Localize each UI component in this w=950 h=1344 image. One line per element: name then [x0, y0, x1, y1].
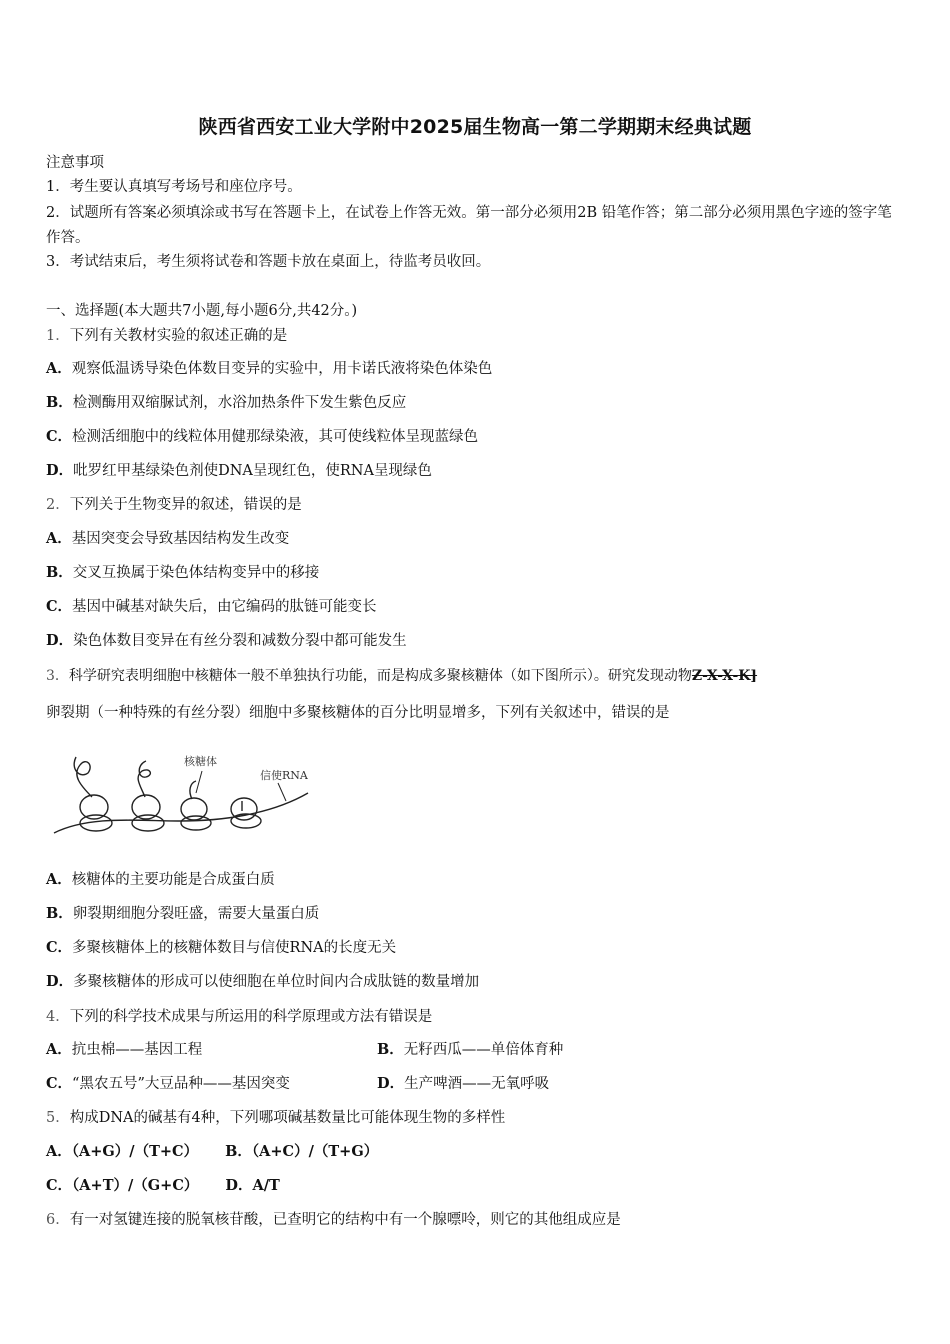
question-number: 2． — [46, 497, 70, 513]
option-b — [377, 1039, 563, 1061]
mrna-strand — [54, 793, 308, 833]
option-letter: D． — [377, 1075, 405, 1092]
question-4-stem — [46, 1006, 432, 1028]
question-text: 下列关于生物变异的叙述，错误的是 — [69, 497, 302, 513]
page-title: 陕西省西安工业大学附中2025届生物高一第二学期期末经典试题 — [198, 116, 752, 138]
option-c — [46, 1076, 290, 1092]
option-b — [225, 1143, 378, 1160]
question-1-stem — [46, 325, 287, 347]
question-number: 1． — [46, 328, 70, 344]
polyribosome-figure — [50, 735, 320, 840]
option-letter: C． — [46, 428, 73, 445]
option-b — [46, 562, 319, 584]
question-text: 下列的科学技术成果与所运用的科学原理或方法有错误是 — [69, 1009, 433, 1025]
option-text: 基因突变会导致基因结构发生改变 — [71, 531, 290, 547]
option-d — [225, 1177, 279, 1194]
question-3-stem-line-1 — [46, 665, 757, 687]
question-text: 下列有关教材实验的叙述正确的是 — [69, 328, 288, 344]
option-text: 交叉互换属于染色体结构变异中的移接 — [72, 565, 320, 581]
option-letter: A． — [46, 360, 72, 377]
question-text: 构成DNA的碱基有4种，下列哪项碱基数量比可能体现生物的多样性 — [69, 1110, 506, 1126]
peptide-chain — [190, 781, 196, 799]
question-number: 4． — [46, 1009, 70, 1025]
ribosome-small-subunit — [132, 815, 164, 831]
question-number: 3． — [46, 668, 69, 684]
option-letter: B． — [46, 564, 73, 581]
note-item: 2．试题所有答案必须填涂或书写在答题卡上，在试卷上作答无效。第一部分必须用2B 铅笔作答；第二部分必须用黑色字迹的签字笔作答。 — [46, 205, 892, 246]
option-letter: B． — [46, 905, 73, 922]
option-letter: C． — [46, 939, 73, 956]
note-item: 1．考生要认真填写考场号和座位序号。 — [46, 179, 302, 195]
option-row — [46, 1039, 906, 1061]
option-text: 多聚核糖体上的核糖体数目与信使RNA的长度无关 — [72, 940, 397, 956]
option-letter: C． — [46, 1075, 73, 1092]
question-3-stem-line-2: 卵裂期（一种特殊的有丝分裂）细胞中多聚核糖体的百分比明显增多，下列有关叙述中，错误的是 — [46, 705, 670, 721]
option-a — [46, 528, 289, 550]
ribosome-small-subunit — [181, 816, 211, 830]
note-item: 3．考试结束后，考生须将试卷和答题卡放在桌面上，待监考员收回。 — [46, 254, 491, 270]
option-a — [46, 869, 275, 891]
option-letter: D． — [46, 462, 74, 479]
option-c — [46, 1177, 198, 1194]
option-letter: C． — [46, 598, 73, 615]
option-b — [46, 392, 406, 414]
option-letter: A． — [46, 1143, 72, 1160]
question-text: 有一对氢键连接的脱氧核苷酸，已查明它的结构中有一个腺嘌呤，则它的其他组成应是 — [69, 1212, 621, 1228]
option-letter: D． — [46, 973, 74, 990]
option-text: 观察低温诱导染色体数目变异的实验中，用卡诺氏液将染色体染色 — [71, 361, 493, 377]
option-b — [46, 903, 319, 925]
option-letter: A． — [46, 1041, 72, 1058]
option-a — [46, 1042, 202, 1058]
option-letter: A． — [46, 871, 72, 888]
ribosome-small-subunit — [231, 814, 261, 828]
question-text: 科学研究表明细胞中核糖体一般不单独执行功能，而是构成多聚核糖体（如下图所示）。研究发现动物 — [68, 668, 692, 684]
option-letter: D． — [46, 632, 74, 649]
option-letter: B． — [377, 1041, 404, 1058]
option-row — [46, 1073, 906, 1095]
option-letter: A． — [46, 530, 72, 547]
question-6-stem — [46, 1209, 621, 1231]
option-text: 吡罗红甲基绿染色剂使DNA呈现红色，使RNA呈现绿色 — [73, 463, 432, 479]
option-text: 无籽西瓜——单倍体育种 — [403, 1042, 564, 1058]
option-c — [46, 596, 377, 618]
mrna-label: 信使RNA — [260, 769, 308, 782]
peptide-chain — [74, 757, 92, 797]
option-letter: C． — [46, 1177, 73, 1194]
option-row — [46, 1141, 378, 1163]
option-text: 卵裂期细胞分裂旺盛，需要大量蛋白质 — [72, 906, 320, 922]
option-letter: D． — [225, 1177, 253, 1194]
option-letter: B． — [46, 394, 73, 411]
option-text: （A+C）/（T+G） — [251, 1143, 379, 1160]
option-a — [46, 1143, 198, 1160]
option-c — [46, 937, 396, 959]
question-5-stem — [46, 1107, 505, 1129]
section-heading: 一、选择题(本大题共7小题,每小题6分,共42分。) — [46, 303, 358, 319]
option-d — [46, 630, 407, 652]
option-text: 基因中碱基对缺失后，由它编码的肽链可能变长 — [72, 599, 377, 615]
option-d — [377, 1073, 549, 1095]
option-text: A/T — [252, 1177, 280, 1194]
option-text: 核糖体的主要功能是合成蛋白质 — [71, 872, 275, 888]
option-text: “黑农五号”大豆品种——基因突变 — [72, 1076, 290, 1092]
struck-text: Z-X-X-K] — [691, 668, 758, 684]
option-text: （A+G）/（T+C） — [71, 1143, 199, 1160]
option-text: 多聚核糖体的形成可以使细胞在单位时间内合成肽链的数量增加 — [73, 974, 480, 990]
option-text: 生产啤酒——无氧呼吸 — [404, 1076, 550, 1092]
option-letter: B． — [225, 1143, 252, 1160]
option-text: 染色体数目变异在有丝分裂和减数分裂中都可能发生 — [73, 633, 407, 649]
notes-heading: 注意事项 — [46, 155, 104, 171]
peptide-chain — [138, 761, 150, 797]
option-d — [46, 460, 432, 482]
option-row — [46, 1175, 280, 1197]
option-text: 抗虫棉——基因工程 — [71, 1042, 203, 1058]
question-number: 5． — [46, 1110, 70, 1126]
option-d — [46, 971, 479, 993]
ribosome-label: 核糖体 — [184, 755, 217, 768]
option-a — [46, 358, 492, 380]
option-c — [46, 426, 478, 448]
option-text: （A+T）/（G+C） — [72, 1177, 199, 1194]
question-number: 6． — [46, 1212, 70, 1228]
question-2-stem — [46, 494, 302, 516]
option-text: 检测活细胞中的线粒体用健那绿染液，其可使线粒体呈现蓝绿色 — [72, 429, 479, 445]
option-text: 检测酶用双缩脲试剂，水浴加热条件下发生紫色反应 — [72, 395, 407, 411]
